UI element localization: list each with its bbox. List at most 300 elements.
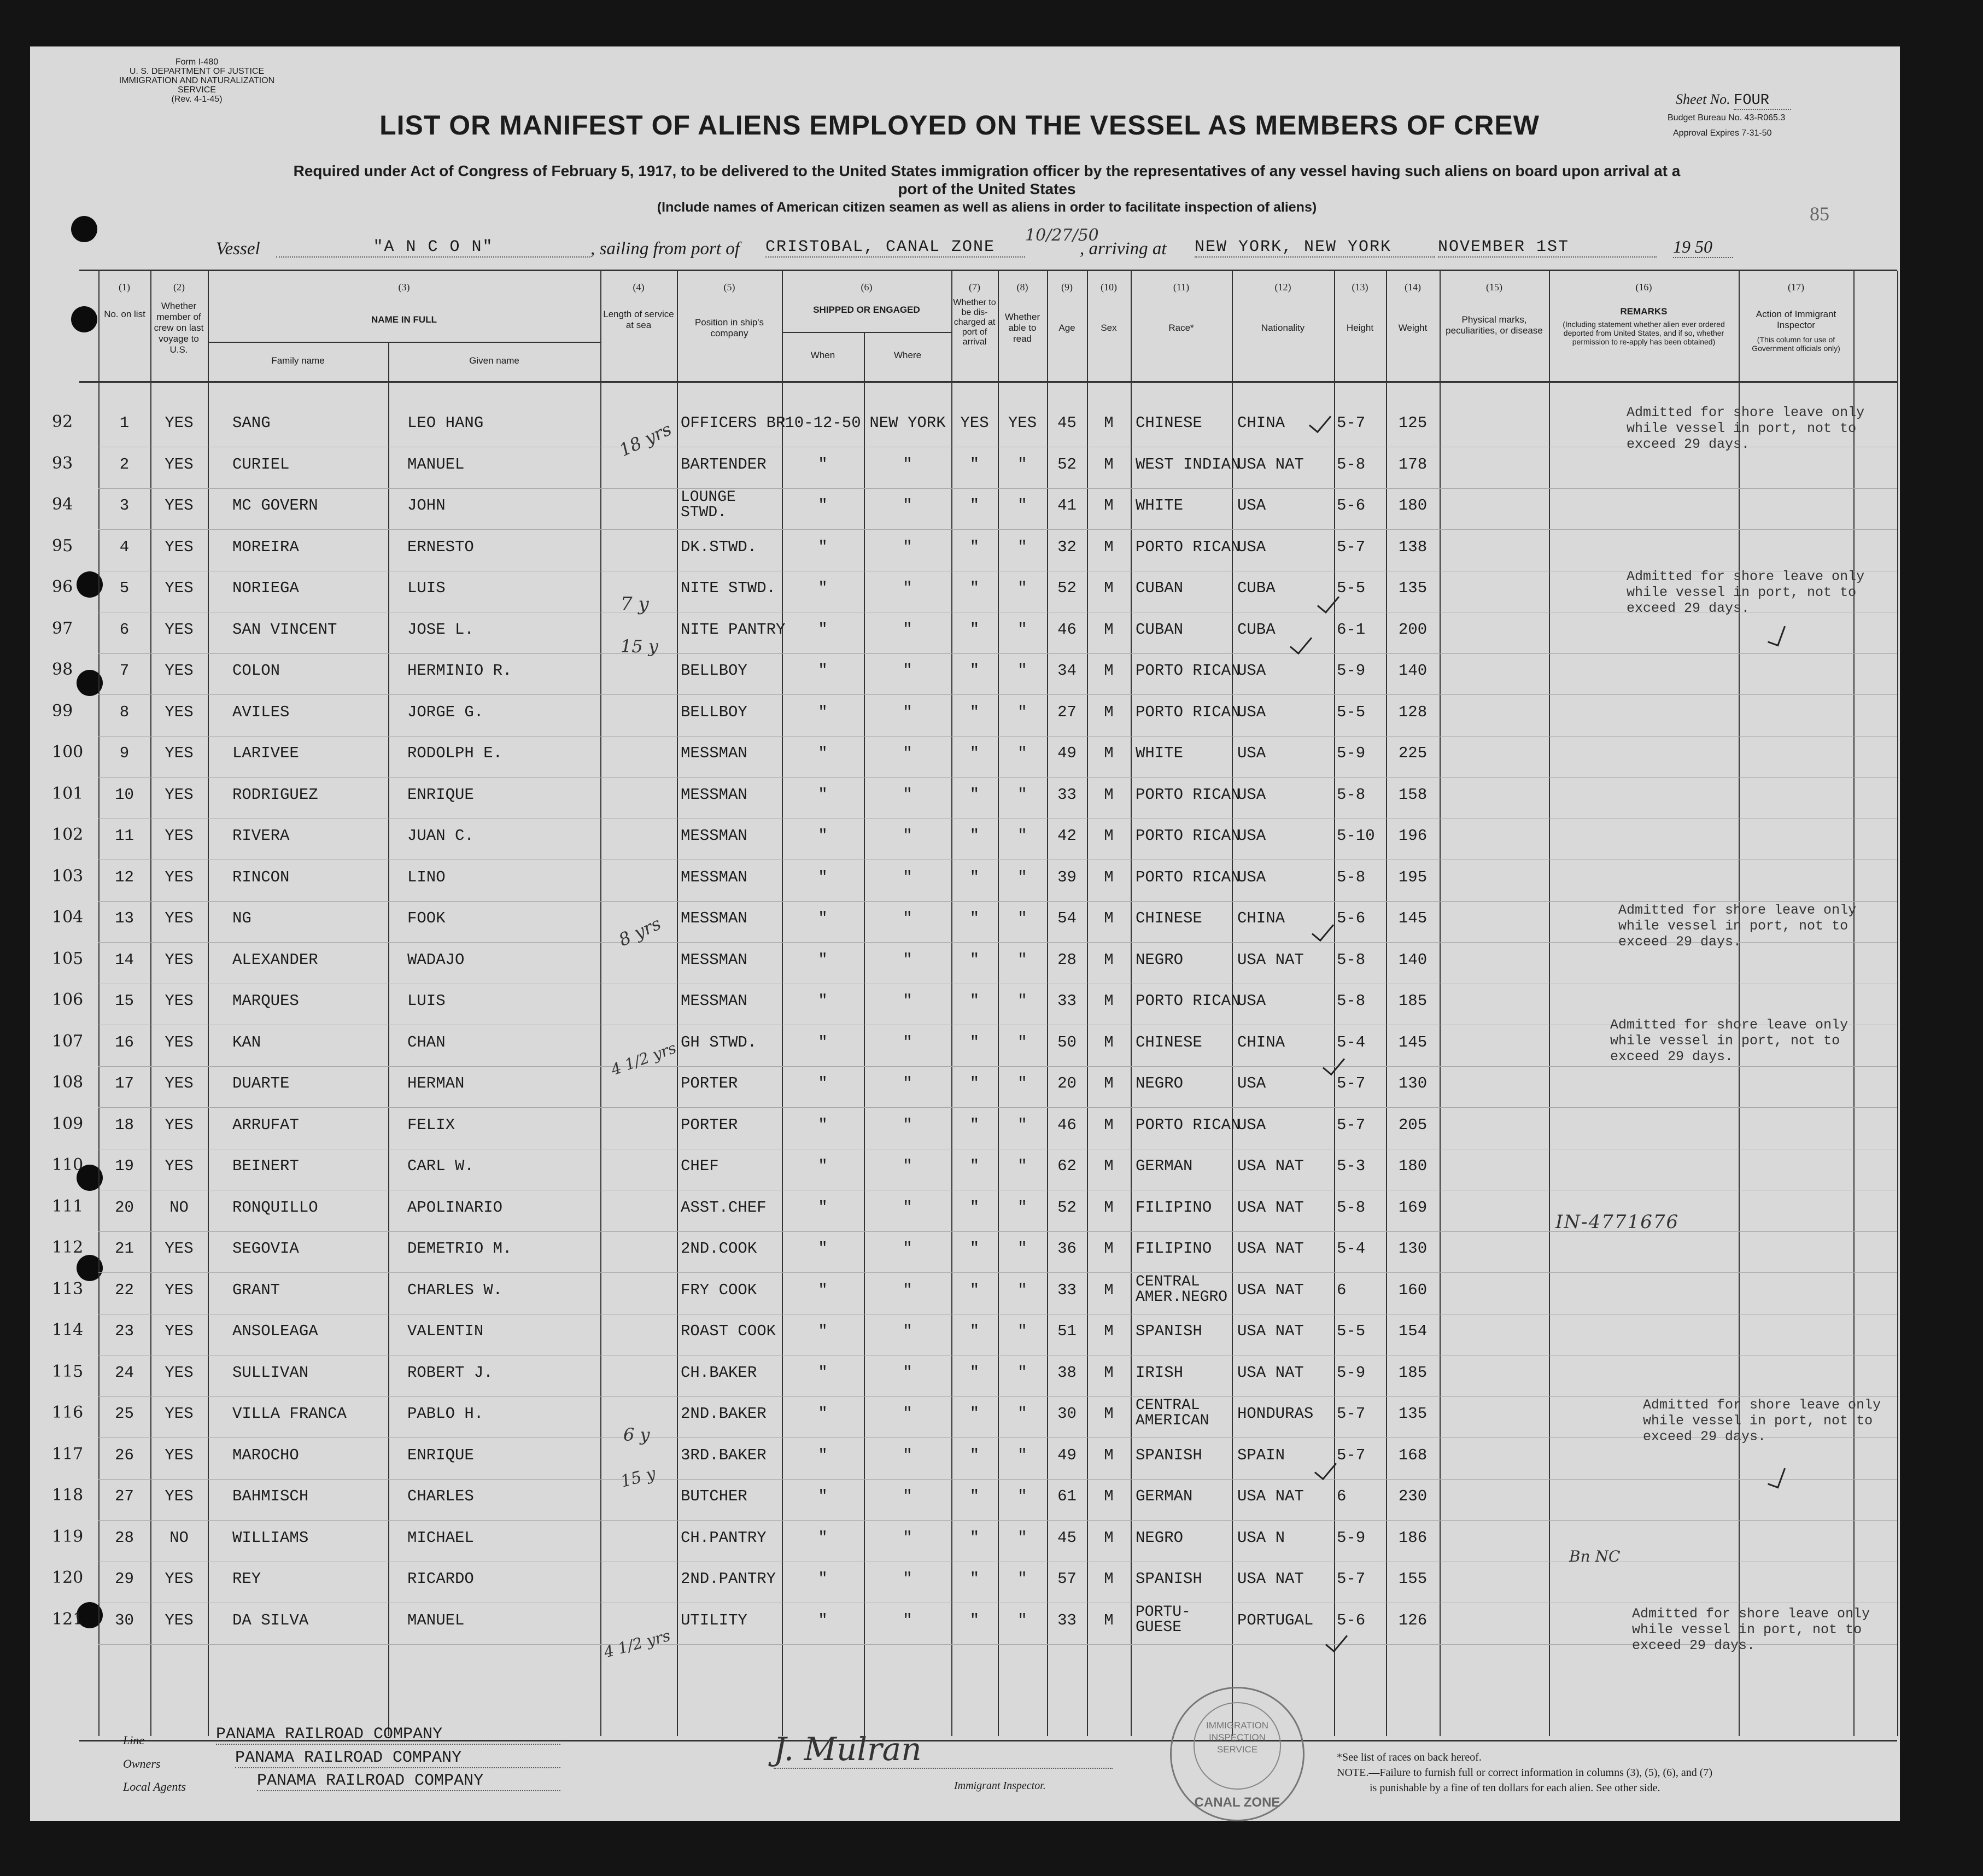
table-row — [30, 531, 1900, 572]
remark-handwritten-111: IN-4771676 — [1555, 1211, 1680, 1233]
header-race: Race* — [1168, 323, 1194, 333]
cell-disch: " — [969, 1157, 980, 1175]
cell-where: " — [903, 992, 912, 1010]
cell-age: 33 — [1057, 1611, 1077, 1629]
cell-height: 5-7 — [1337, 1570, 1366, 1588]
subtitle-act: Required under Act of Congress of February 5, 1917, to be delivered to the United States immigration officer by the representatives of any vessel having such aliens on board upon arrival at a — [293, 162, 1681, 179]
cell-nat: USA NAT — [1237, 1487, 1304, 1505]
col-num-7: (7) — [969, 282, 980, 293]
cell-age: 27 — [1057, 703, 1077, 721]
table-row — [30, 697, 1900, 738]
cell-when: " — [818, 455, 828, 474]
budget-number: Budget Bureau No. 43-R065.3 — [1668, 113, 1786, 122]
cell-age: 28 — [1057, 951, 1077, 969]
cell-nat: USA — [1237, 786, 1266, 804]
table-row — [30, 779, 1900, 820]
cell-family: SAN VINCENT — [232, 621, 337, 639]
owners-value: PANAMA RAILROAD COMPANY — [235, 1749, 560, 1768]
cell-sex: M — [1104, 909, 1114, 927]
cell-given: ENRIQUE — [407, 1446, 474, 1464]
cell-family: KAN — [232, 1033, 261, 1051]
remark-shore-leave-13: Admitted for shore leave only while vessel in port, not to exceed 29 days. — [1618, 902, 1857, 950]
cell-age: 52 — [1057, 455, 1077, 474]
cell-race: NEGRO — [1136, 1074, 1184, 1092]
cell-position: MESSMAN — [681, 868, 747, 886]
row-margin-number: 119 — [52, 1527, 84, 1546]
header-action-inspector: Action of Immigrant Inspector — [1756, 309, 1836, 330]
remark-shore-leave-25: Admitted for shore leave only while vessel in port, not to exceed 29 days. — [1643, 1397, 1881, 1445]
cell-sex: M — [1104, 455, 1114, 474]
cell-disch: " — [969, 1487, 980, 1505]
cell-family: WILLIAMS — [232, 1529, 309, 1547]
row-margin-number: 107 — [52, 1032, 84, 1051]
header-discharged: Whether to be dis-charged at port of arrival — [953, 298, 996, 347]
cell-family: NORIEGA — [232, 579, 299, 597]
cell-where: " — [903, 786, 912, 804]
cell-race: CENTRAL AMER.NEGRO — [1136, 1273, 1228, 1306]
arrival-port: NEW YORK, NEW YORK — [1195, 238, 1435, 258]
cell-disch: " — [969, 951, 980, 969]
cell-where: " — [903, 1240, 912, 1258]
cell-given: ROBERT J. — [407, 1364, 493, 1382]
row-margin-number: 100 — [52, 743, 84, 762]
cell-family: ARRUFAT — [232, 1116, 299, 1134]
table-row — [30, 1605, 1900, 1646]
immigration-stamp — [1170, 1687, 1305, 1821]
cell-no: 20 — [115, 1199, 134, 1217]
cell-given: CARL W. — [407, 1157, 474, 1175]
cell-no: 6 — [119, 621, 130, 639]
cell-nat: USA NAT — [1237, 1157, 1304, 1175]
cell-weight: 135 — [1398, 1405, 1428, 1423]
cell-position: BARTENDER — [681, 455, 767, 474]
cell-disch: " — [969, 909, 980, 927]
cell-disch: " — [969, 744, 980, 762]
cell-position: MESSMAN — [681, 992, 747, 1010]
cell-family: RONQUILLO — [232, 1199, 318, 1217]
cell-read: " — [1017, 1281, 1027, 1299]
cell-when: " — [818, 909, 828, 927]
cell-sex: M — [1104, 1281, 1114, 1299]
cell-read: " — [1017, 1611, 1027, 1629]
cell-read: " — [1017, 1529, 1027, 1547]
cell-given: ERNESTO — [407, 538, 474, 556]
row-margin-number: 105 — [52, 949, 84, 968]
cell-member: NO — [169, 1199, 189, 1217]
cell-age: 62 — [1057, 1157, 1077, 1175]
service: IMMIGRATION AND NATURALIZATION SERVICE — [119, 76, 275, 95]
cell-family: DA SILVA — [232, 1611, 309, 1629]
row-margin-number: 106 — [52, 990, 84, 1009]
cell-given: FELIX — [407, 1116, 455, 1134]
cell-disch: " — [969, 1033, 980, 1051]
cell-age: 33 — [1057, 786, 1077, 804]
cell-nat: PORTUGAL — [1237, 1611, 1314, 1629]
cell-nat: USA — [1237, 1116, 1266, 1134]
cell-given: LINO — [407, 868, 446, 886]
cell-race: CUBAN — [1136, 621, 1184, 639]
header-when: When — [810, 350, 835, 360]
cell-age: 51 — [1057, 1322, 1077, 1340]
row-rule — [98, 901, 1897, 902]
row-rule — [98, 488, 1897, 489]
cell-position: 2ND.PANTRY — [681, 1570, 776, 1588]
cell-height: 5-5 — [1337, 1322, 1366, 1340]
cell-no: 7 — [119, 662, 130, 680]
table-row — [30, 572, 1900, 613]
row-margin-number: 102 — [52, 825, 84, 844]
cell-nat: CUBA — [1237, 621, 1276, 639]
col-num-17: (17) — [1788, 282, 1804, 293]
table-row — [30, 614, 1900, 655]
cell-nat: USA — [1237, 1074, 1266, 1092]
cell-given: MANUEL — [407, 455, 465, 474]
arrival-date: NOVEMBER 1ST — [1438, 238, 1657, 258]
cell-when: " — [818, 1199, 828, 1217]
cell-position: ASST.CHEF — [681, 1199, 767, 1217]
cell-disch: " — [969, 496, 980, 515]
cell-where: " — [903, 1322, 912, 1340]
cell-race: GERMAN — [1136, 1487, 1193, 1505]
row-rule — [98, 1644, 1897, 1645]
cell-where: " — [903, 868, 912, 886]
cell-disch: " — [969, 992, 980, 1010]
cell-given: LUIS — [407, 579, 446, 597]
cell-family: SULLIVAN — [232, 1364, 309, 1382]
row-margin-number: 110 — [52, 1155, 84, 1174]
cell-height: 5-9 — [1337, 1364, 1366, 1382]
cell-member: YES — [165, 744, 194, 762]
cell-weight: 180 — [1398, 496, 1428, 515]
cell-weight: 186 — [1398, 1529, 1428, 1547]
cell-race: CHINESE — [1136, 1033, 1202, 1051]
row-rule — [98, 1520, 1897, 1521]
agents-label: Local Agents — [123, 1780, 186, 1793]
cell-age: 49 — [1057, 744, 1077, 762]
cell-weight: 205 — [1398, 1116, 1428, 1134]
cell-family: BEINERT — [232, 1157, 299, 1175]
cell-height: 5-7 — [1337, 1446, 1366, 1464]
cell-given: MANUEL — [407, 1611, 465, 1629]
cell-read: " — [1017, 827, 1027, 845]
cell-given: RODOLPH E. — [407, 744, 503, 762]
cell-age: 33 — [1057, 1281, 1077, 1299]
cell-height: 5-7 — [1337, 1074, 1366, 1092]
row-margin-number: 93 — [52, 454, 73, 473]
table-row — [30, 407, 1900, 448]
cell-age: 33 — [1057, 992, 1077, 1010]
cell-given: VALENTIN — [407, 1322, 484, 1340]
cell-family: AVILES — [232, 703, 290, 721]
cell-weight: 130 — [1398, 1074, 1428, 1092]
line-label: Line — [123, 1733, 145, 1747]
cell-nat: USA N — [1237, 1529, 1285, 1547]
cell-read: " — [1017, 579, 1027, 597]
row-margin-number: 103 — [52, 867, 84, 886]
cell-member: YES — [165, 455, 194, 474]
service-hand-30: 4 1/2 yrs — [601, 1626, 672, 1662]
service-hand-13: 8 yrs — [615, 913, 664, 951]
cell-read: " — [1017, 868, 1027, 886]
cell-where: " — [903, 1487, 912, 1505]
cell-member: YES — [165, 1074, 194, 1092]
cell-where: " — [903, 1364, 912, 1382]
cell-family: BAHMISCH — [232, 1487, 309, 1505]
cell-age: 46 — [1057, 621, 1077, 639]
cell-sex: M — [1104, 1487, 1114, 1505]
cell-age: 46 — [1057, 1116, 1077, 1134]
shipped-split-rule — [782, 332, 951, 333]
cell-weight: 160 — [1398, 1281, 1428, 1299]
cell-age: 61 — [1057, 1487, 1077, 1505]
cell-weight: 158 — [1398, 786, 1428, 804]
row-margin-number: 113 — [52, 1279, 84, 1299]
cell-age: 49 — [1057, 1446, 1077, 1464]
cell-member: YES — [165, 703, 194, 721]
remark-shore-leave-5: Admitted for shore leave only while vessel in port, not to exceed 29 days. — [1627, 569, 1865, 616]
cell-member: YES — [165, 538, 194, 556]
cell-position: GH STWD. — [681, 1033, 757, 1051]
cell-height: 6-1 — [1337, 621, 1366, 639]
cell-position: LOUNGE STWD. — [681, 489, 736, 521]
cell-where: " — [903, 909, 912, 927]
cell-weight: 154 — [1398, 1322, 1428, 1340]
row-rule — [98, 653, 1897, 654]
header-bottom-rule — [79, 381, 1897, 383]
cell-member: YES — [165, 827, 194, 845]
col-num-4: (4) — [633, 282, 645, 293]
table-row — [30, 1440, 1900, 1481]
cell-height: 5-6 — [1337, 1611, 1366, 1629]
header-physical-marks: Physical marks, peculiarities, or disease — [1446, 314, 1543, 336]
cell-when: " — [818, 744, 828, 762]
cell-age: 39 — [1057, 868, 1077, 886]
cell-where: " — [903, 1529, 912, 1547]
cell-read: " — [1017, 1199, 1027, 1217]
cell-nat: USA NAT — [1237, 951, 1304, 969]
cell-sex: M — [1104, 1364, 1114, 1382]
cell-family: RINCON — [232, 868, 290, 886]
cell-when: " — [818, 1281, 828, 1299]
cell-nat: USA — [1237, 703, 1266, 721]
cell-nat: USA NAT — [1237, 1199, 1304, 1217]
row-margin-number: 120 — [52, 1568, 84, 1587]
cell-read: " — [1017, 455, 1027, 474]
table-row — [30, 1316, 1900, 1357]
cell-nat: CHINA — [1237, 414, 1285, 432]
cell-given: LEO HANG — [407, 414, 484, 432]
cell-no: 12 — [115, 868, 134, 886]
cell-given: HERMINIO R. — [407, 662, 512, 680]
cell-no: 5 — [119, 579, 130, 597]
approval-expiry: Approval Expires 7-31-50 — [1673, 128, 1772, 138]
cell-disch: " — [969, 1611, 980, 1629]
page-mark: 85 — [1810, 203, 1829, 225]
row-rule — [98, 694, 1897, 695]
cell-race: PORTO RICAN — [1136, 827, 1241, 845]
cell-given: DEMETRIO M. — [407, 1240, 512, 1258]
cell-disch: " — [969, 455, 980, 474]
cell-sex: M — [1104, 1116, 1114, 1134]
col-num-5: (5) — [723, 282, 735, 293]
cell-no: 23 — [115, 1322, 134, 1340]
cell-disch: " — [969, 1281, 980, 1299]
row-rule — [98, 529, 1897, 530]
cell-disch: " — [969, 1199, 980, 1217]
cell-given: JOSE L. — [407, 621, 474, 639]
row-rule — [98, 1107, 1897, 1108]
table-row — [30, 862, 1900, 903]
cell-where: " — [903, 827, 912, 845]
cell-height: 5-4 — [1337, 1240, 1366, 1258]
cell-family: RODRIGUEZ — [232, 786, 318, 804]
cell-where: " — [903, 579, 912, 597]
cell-where: " — [903, 496, 912, 515]
cell-when: " — [818, 827, 828, 845]
cell-read: " — [1017, 1446, 1027, 1464]
cell-disch: " — [969, 1322, 980, 1340]
cell-member: YES — [165, 1157, 194, 1175]
cell-disch: " — [969, 538, 980, 556]
cell-nat: CUBA — [1237, 579, 1276, 597]
cell-when: " — [818, 951, 828, 969]
cell-weight: 130 — [1398, 1240, 1428, 1258]
cell-read: " — [1017, 538, 1027, 556]
cell-height: 5-3 — [1337, 1157, 1366, 1175]
cell-sex: M — [1104, 1157, 1114, 1175]
penalty-note: NOTE.—Failure to furnish full or correct information in columns (3), (5), (6), and (7) — [1337, 1767, 1713, 1779]
cell-weight: 185 — [1398, 992, 1428, 1010]
cell-member: YES — [165, 1322, 194, 1340]
cell-race: PORTO RICAN — [1136, 703, 1241, 721]
cell-sex: M — [1104, 868, 1114, 886]
cell-when: " — [818, 1157, 828, 1175]
remark-shore-leave-1: Admitted for shore leave only while vessel in port, not to exceed 29 days. — [1627, 405, 1865, 452]
departure-port: CRISTOBAL, CANAL ZONE — [765, 238, 1025, 258]
row-margin-number: 96 — [52, 577, 73, 597]
cell-read: " — [1017, 1487, 1027, 1505]
cell-member: YES — [165, 1281, 194, 1299]
cell-read: " — [1017, 786, 1027, 804]
cell-when: " — [818, 1405, 828, 1423]
header-able-to-read: Whether able to read — [1004, 312, 1040, 344]
cell-height: 5-9 — [1337, 1529, 1366, 1547]
cell-when: " — [818, 662, 828, 680]
cell-when: " — [818, 703, 828, 721]
col-num-15: (15) — [1486, 282, 1502, 293]
row-margin-number: 121 — [52, 1610, 84, 1629]
header-position: Position in ship's company — [694, 317, 764, 338]
cell-family: RIVERA — [232, 827, 290, 845]
cell-position: PORTER — [681, 1116, 738, 1134]
cell-no: 10 — [115, 786, 134, 804]
cell-member: YES — [165, 1405, 194, 1423]
cell-member: YES — [165, 909, 194, 927]
cell-disch: " — [969, 621, 980, 639]
cell-member: YES — [165, 414, 194, 432]
table-row — [30, 738, 1900, 779]
cell-position: BELLBOY — [681, 703, 747, 721]
cell-sex: M — [1104, 827, 1114, 845]
cell-race: WHITE — [1136, 496, 1184, 515]
cell-race: GERMAN — [1136, 1157, 1193, 1175]
cell-when: " — [818, 786, 828, 804]
cell-when: " — [818, 579, 828, 597]
cell-position: ROAST COOK — [681, 1322, 776, 1340]
cell-when: " — [818, 1487, 828, 1505]
cell-member: YES — [165, 579, 194, 597]
cell-weight: 140 — [1398, 951, 1428, 969]
cell-race: PORTO RICAN — [1136, 868, 1241, 886]
cell-read: " — [1017, 909, 1027, 927]
cell-position: NITE STWD. — [681, 579, 776, 597]
cell-position: MESSMAN — [681, 786, 747, 804]
cell-where: " — [903, 1570, 912, 1588]
form-number: Form I-480 — [175, 57, 219, 67]
col-num-9: (9) — [1061, 282, 1073, 293]
cell-nat: USA — [1237, 744, 1266, 762]
cell-weight: 225 — [1398, 744, 1428, 762]
cell-race: CHINESE — [1136, 909, 1202, 927]
cell-weight: 125 — [1398, 414, 1428, 432]
cell-where: " — [903, 703, 912, 721]
cell-nat: USA — [1237, 992, 1266, 1010]
remark-shore-leave-30: Admitted for shore leave only while vessel in port, not to exceed 29 days. — [1632, 1606, 1870, 1653]
sailing-label: , sailing from port of — [590, 239, 740, 259]
cell-age: 52 — [1057, 1199, 1077, 1217]
cell-when: " — [818, 1570, 828, 1588]
arriving-label: , arriving at — [1080, 239, 1167, 259]
cell-where: " — [903, 1074, 912, 1092]
cell-nat: CHINA — [1237, 909, 1285, 927]
cell-member: YES — [165, 496, 194, 515]
vessel-name: "A N C O N" — [276, 238, 590, 258]
cell-height: 6 — [1337, 1281, 1347, 1299]
cell-read: " — [1017, 662, 1027, 680]
header-no-on-list: No. on list — [104, 309, 145, 319]
cell-no: 26 — [115, 1446, 134, 1464]
cell-weight: 180 — [1398, 1157, 1428, 1175]
cell-height: 5-6 — [1337, 496, 1366, 515]
manifest-sheet — [30, 46, 1900, 1821]
cell-age: 34 — [1057, 662, 1077, 680]
cell-where: " — [903, 1611, 912, 1629]
cell-where: " — [903, 1405, 912, 1423]
cell-height: 5-9 — [1337, 744, 1366, 762]
cell-family: COLON — [232, 662, 280, 680]
cell-race: SPANISH — [1136, 1322, 1202, 1340]
cell-weight: 185 — [1398, 1364, 1428, 1382]
cell-given: PABLO H. — [407, 1405, 484, 1423]
cell-no: 25 — [115, 1405, 134, 1423]
cell-read: " — [1017, 992, 1027, 1010]
cell-no: 13 — [115, 909, 134, 927]
cell-no: 8 — [119, 703, 130, 721]
cell-race: WEST INDIAN — [1136, 455, 1241, 474]
header-weight: Weight — [1398, 323, 1428, 333]
cell-where: " — [903, 1446, 912, 1464]
cell-position: 2ND.COOK — [681, 1240, 757, 1258]
row-margin-number: 118 — [52, 1486, 84, 1505]
cell-where: " — [903, 621, 912, 639]
cell-family: ANSOLEAGA — [232, 1322, 318, 1340]
table-row — [30, 449, 1900, 490]
cell-position: BUTCHER — [681, 1487, 747, 1505]
cell-nat: USA NAT — [1237, 455, 1304, 474]
cell-no: 29 — [115, 1570, 134, 1588]
cell-read: " — [1017, 1157, 1027, 1175]
cell-sex: M — [1104, 951, 1114, 969]
